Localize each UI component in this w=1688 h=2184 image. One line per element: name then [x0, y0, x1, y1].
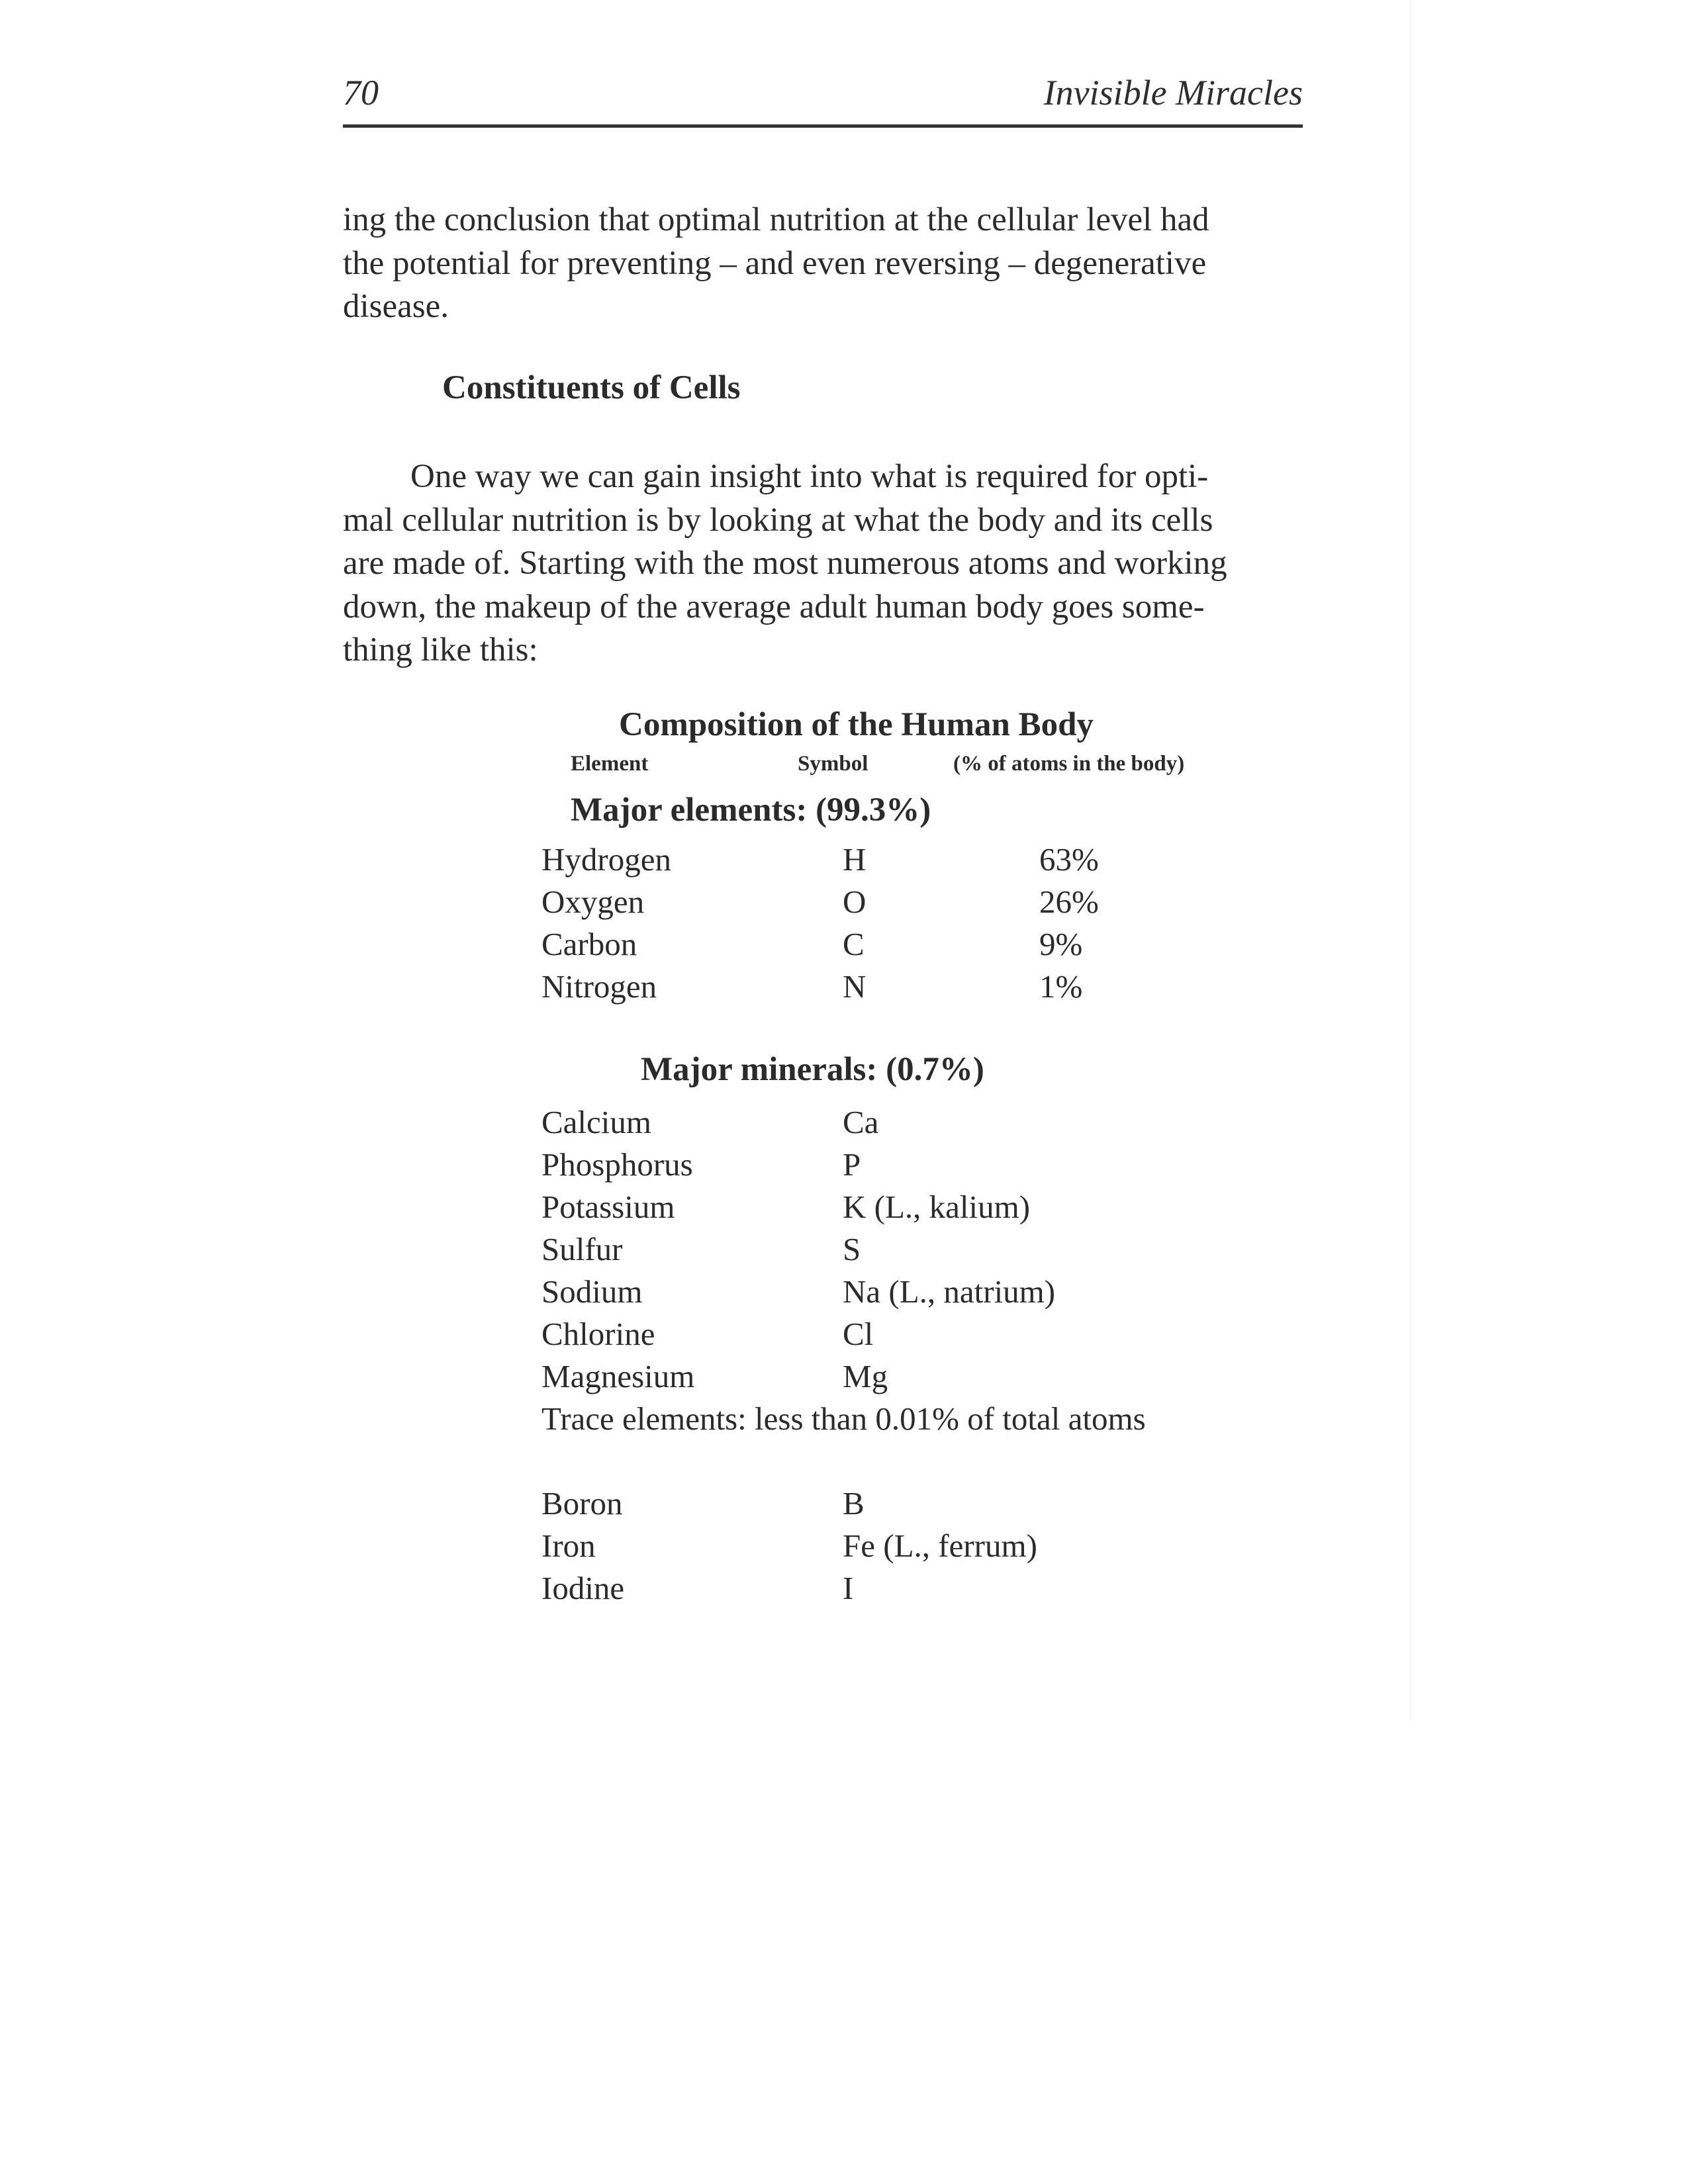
element-percent: 26% — [1039, 884, 1099, 920]
element-percent: 1% — [1039, 968, 1083, 1005]
element-name: Boron — [541, 1485, 623, 1522]
table-row — [541, 1567, 1336, 1610]
element-name: Iron — [541, 1527, 596, 1564]
element-name: Nitrogen — [541, 968, 657, 1005]
table-row — [541, 966, 1336, 1008]
element-symbol: B — [843, 1485, 865, 1522]
element-name: Calcium — [541, 1104, 652, 1140]
element-symbol: S — [843, 1231, 861, 1267]
element-name: Phosphorus — [541, 1146, 693, 1183]
table-row — [541, 1101, 1336, 1144]
page-edge-shadow — [1410, 0, 1411, 1721]
element-symbol: H — [843, 841, 867, 878]
element-percent: 63% — [1039, 841, 1099, 878]
table-row — [541, 1228, 1336, 1271]
element-name: Hydrogen — [541, 841, 671, 878]
element-symbol: O — [843, 884, 867, 920]
element-symbol: P — [843, 1146, 861, 1183]
element-symbol: C — [843, 926, 865, 962]
table-row — [541, 1525, 1336, 1567]
element-symbol: Ca — [843, 1104, 879, 1140]
table-row — [541, 1271, 1336, 1313]
page-number: 70 — [343, 73, 379, 113]
trace-elements-note: Trace elements: less than 0.01% of total atoms — [541, 1400, 1146, 1437]
table-row — [541, 1313, 1336, 1355]
table-row — [541, 1186, 1336, 1228]
element-name: Sodium — [541, 1273, 643, 1310]
running-head — [343, 66, 1303, 132]
table-row — [541, 1482, 1336, 1525]
section-heading: Constituents of Cells — [442, 369, 741, 406]
element-name: Iodine — [541, 1570, 625, 1606]
body-paragraph: One way we can gain insight into what is required for opti- mal cellular nutrition is by looking at what the body and its cells are made of. Starting with the most numerous atoms and working down, the makeup of the average adult human body goes some- thing like this: — [343, 458, 1227, 668]
element-symbol: Mg — [843, 1358, 888, 1394]
column-header-percent: (% of atoms in the body) — [953, 752, 1185, 776]
table-row — [541, 839, 1336, 881]
group-heading-major-elements: Major elements: (99.3%) — [571, 792, 931, 829]
column-header-symbol: Symbol — [798, 752, 868, 776]
element-name: Potassium — [541, 1189, 675, 1225]
group-heading-major-minerals: Major minerals: (0.7%) — [641, 1051, 984, 1088]
element-name: Magnesium — [541, 1358, 695, 1394]
table-title: Composition of the Human Body — [619, 706, 1094, 743]
element-symbol: Fe (L., ferrum) — [843, 1527, 1037, 1564]
element-symbol: K (L., kalium) — [843, 1189, 1031, 1225]
element-name: Oxygen — [541, 884, 645, 920]
header-rule — [343, 124, 1303, 128]
table-row — [541, 923, 1336, 966]
table-row — [541, 881, 1336, 923]
table-row — [541, 1355, 1336, 1398]
element-name: Chlorine — [541, 1316, 655, 1352]
body-paragraph: ing the conclusion that optimal nutrition at the cellular level had the potential for preventing – and even reversing – degenerative disease. — [343, 201, 1209, 325]
element-symbol: I — [843, 1570, 854, 1606]
table-row — [541, 1144, 1336, 1186]
element-percent: 9% — [1039, 926, 1083, 962]
element-name: Carbon — [541, 926, 637, 962]
book-title: Invisible Miracles — [1043, 73, 1303, 113]
element-symbol: Na (L., natrium) — [843, 1273, 1056, 1310]
element-symbol: Cl — [843, 1316, 874, 1352]
element-name: Sulfur — [541, 1231, 623, 1267]
element-symbol: N — [843, 968, 867, 1005]
column-header-element: Element — [571, 752, 649, 776]
